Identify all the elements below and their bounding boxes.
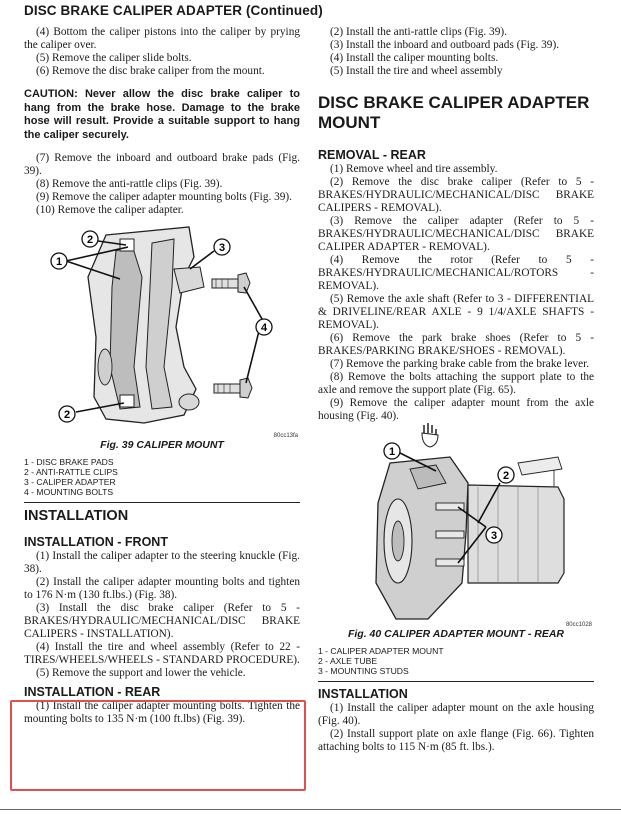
svg-text:1: 1 xyxy=(55,256,63,269)
legend-item: 3 - CALIPER ADAPTER xyxy=(24,477,116,488)
figure-caption: Fig. 39 CALIPER MOUNT xyxy=(100,439,224,452)
legend-item: 4 - MOUNTING BOLTS xyxy=(24,487,114,498)
step-text: (3) Install the disc brake caliper (Refer to 5 - BRAKES/HYDRAULIC/MECHANICAL/DISC BRAKE CALIPERS - INSTALLATION). xyxy=(24,602,300,641)
step-text: (6) Remove the park brake shoes (Refer to 5 - BRAKES/PARKING BRAKE/SHOES - REMOVAL). xyxy=(318,332,594,357)
section-title: DISC BRAKE CALIPER ADAPTER MOUNT xyxy=(318,93,590,132)
step-text: (5) Remove the axle shaft (Refer to 3 - DIFFERENTIAL & DRIVELINE/REAR AXLE - 9 1/4/AXLE SHAFTS - REMOVAL). xyxy=(318,293,594,331)
step-text: (5) Remove the support and lower the vehicle. xyxy=(36,667,246,680)
step-text: (4) Remove the rotor (Refer to 5 - BRAKES/HYDRAULIC/MECHANICAL/ROTORS - REMOVAL). xyxy=(318,254,594,292)
svg-text:4: 4 xyxy=(260,322,268,335)
callout-2 xyxy=(498,467,514,483)
installation-heading: INSTALLATION xyxy=(24,508,129,525)
svg-text:2: 2 xyxy=(86,234,94,247)
step-text: (5) Install the tire and wheel assembly xyxy=(330,65,503,77)
svg-text:2: 2 xyxy=(63,409,71,422)
step-text: (3) Install the inboard and outboard pads (Fig. 39). xyxy=(330,39,560,51)
legend-item: 2 - ANTI-RATTLE CLIPS xyxy=(24,467,118,478)
callout-4 xyxy=(256,319,272,335)
callout-2 xyxy=(82,231,98,247)
svg-text:1: 1 xyxy=(388,446,396,458)
page-header: DISC BRAKE CALIPER ADAPTER (Continued) xyxy=(24,3,323,18)
left-column xyxy=(24,26,300,726)
step-text: (9) Remove the caliper adapter mounting bolts (Fig. 39). xyxy=(36,191,293,204)
step-text: (8) Remove the anti-rattle clips (Fig. 39). xyxy=(36,178,223,191)
step-text: (4) Bottom the caliper pistons into the caliper by prying the caliper over. xyxy=(24,26,300,51)
svg-text:2: 2 xyxy=(502,470,510,482)
hand-icon xyxy=(422,423,438,447)
callout-1 xyxy=(384,443,400,459)
step-text: (1) Install the caliper adapter to the steering knuckle (Fig. 38). xyxy=(24,550,300,576)
step-text: (4) Install the tire and wheel assembly (Refer to 22 - TIRES/WHEELS/WHEELS - STANDARD PROCEDURE). xyxy=(24,641,300,667)
step-text: (3) Remove the caliper adapter (Refer to 5 - BRAKES/HYDRAULIC/MECHANICAL/DISC BRAKE CALIPER ADAPTER - REMOVAL). xyxy=(318,215,594,253)
bolt-upper xyxy=(212,273,250,293)
figure-code: 80cc1028 xyxy=(565,622,592,628)
caution-note: CAUTION: Never allow the disc brake caliper to hang from the brake hose. Damage to the brake hose will result. Provide a suitable support to hang the caliper securely. xyxy=(24,88,300,141)
step-text: (2) Install the anti-rattle clips (Fig. 39). xyxy=(330,26,507,38)
step-text: (6) Remove the disc brake caliper from the mount. xyxy=(36,65,265,77)
legend-item: 1 - CALIPER ADAPTER MOUNT xyxy=(318,646,444,656)
installation-front-heading: INSTALLATION - FRONT xyxy=(24,535,168,550)
step-text: (5) Remove the caliper slide bolts. xyxy=(36,52,192,64)
caliper-mount-illustration xyxy=(24,217,300,439)
step-text: (4) Install the caliper mounting bolts. xyxy=(330,52,499,64)
caliper-adapter-mount-illustration xyxy=(318,423,594,628)
step-text: (2) Install support plate on axle flange (Fig. 66). Tighten attaching bolts to 115 N·m (85 ft. lbs.). xyxy=(318,728,594,753)
callout-3 xyxy=(486,527,502,543)
figure-caption: Fig. 40 CALIPER ADAPTER MOUNT - REAR xyxy=(347,628,565,640)
step-text: (2) Install the caliper adapter mounting bolts and tighten to 176 N·m (130 ft.lbs.) (Fig. 38). xyxy=(24,576,300,602)
figure-code: 80cc13fa xyxy=(273,433,298,440)
step-text: (7) Remove the parking brake cable from the brake lever. xyxy=(330,358,590,370)
installation-rear-heading: INSTALLATION - REAR xyxy=(24,685,161,700)
page-bottom-rule xyxy=(0,809,621,810)
svg-text:3: 3 xyxy=(490,530,498,542)
step-text: (1) Install the caliper adapter mount on the axle housing (Fig. 40). xyxy=(318,702,594,727)
step-text: (8) Remove the bolts attaching the support plate to the axle and remove the support plate (Fig. 65). xyxy=(318,371,594,396)
step-text: (10) Remove the caliper adapter. xyxy=(36,204,184,217)
svg-text:3: 3 xyxy=(218,242,226,255)
step-text: (7) Remove the inboard and outboard brake pads (Fig. 39). xyxy=(24,152,300,178)
step-text: (2) Remove the disc brake caliper (Refer to 5 - BRAKES/HYDRAULIC/MECHANICAL/DISC BRAKE CALIPERS - REMOVAL). xyxy=(318,176,594,214)
installation-heading: INSTALLATION xyxy=(318,687,408,701)
figure-39 xyxy=(24,217,300,439)
figure-40 xyxy=(318,423,594,628)
right-column xyxy=(318,26,594,754)
callout-3 xyxy=(214,239,230,255)
callout-1 xyxy=(51,253,67,269)
legend-item: 2 - AXLE TUBE xyxy=(318,656,378,666)
step-text: (1) Remove wheel and tire assembly. xyxy=(330,163,498,175)
legend-item: 1 - DISC BRAKE PADS xyxy=(24,457,114,468)
step-text: (1) Install the caliper adapter mounting bolts. Tighten the mounting bolts to 135 N·m (100 ft.lbs) (Fig. 39). xyxy=(24,700,300,726)
step-text: (9) Remove the caliper adapter mount from the axle housing (Fig. 40). xyxy=(318,397,594,422)
removal-rear-heading: REMOVAL - REAR xyxy=(318,148,426,162)
legend-item: 3 - MOUNTING STUDS xyxy=(318,666,409,676)
callout-2-lower xyxy=(59,406,75,422)
